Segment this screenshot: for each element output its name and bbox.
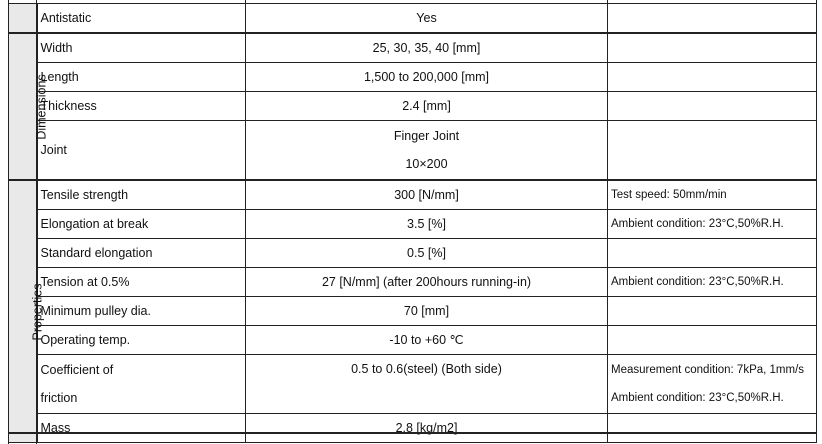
value-tensile-strength: 300 [N/mm] (246, 180, 608, 210)
item-antistatic: Antistatic (37, 4, 246, 34)
table-row (9, 121, 817, 181)
note-thickness (608, 92, 817, 121)
item-elongation-at-break: Elongation at break (37, 210, 246, 239)
table-row (9, 297, 817, 326)
item-coefficient-of-friction (37, 355, 246, 414)
note-friction-line2: Ambient condition: 23°C,50%R.H. (611, 392, 784, 404)
item-joint: Joint (37, 121, 246, 181)
value-coefficient-of-friction (246, 355, 608, 414)
value-thickness: 2.4 [mm] (246, 92, 608, 121)
group-dimensions (9, 33, 49, 180)
note-width (608, 33, 817, 63)
group-properties (9, 180, 45, 443)
table-row (9, 63, 817, 92)
value-standard-elongation: 0.5 [%] (246, 239, 608, 268)
item-minimum-pulley-dia: Minimum pulley dia. (37, 297, 246, 326)
table-row (9, 180, 817, 210)
specification-table (8, 3, 817, 443)
value-joint-line1: Finger Joint (393, 129, 460, 143)
note-elongation-at-break: Ambient condition: 23°C,50%R.H. (608, 210, 817, 239)
item-mass: Mass (37, 414, 246, 443)
table-row (9, 210, 817, 239)
group-label-dimensions: Dimensions (34, 73, 49, 140)
table-row (9, 239, 817, 268)
item-operating-temp: Operating temp. (37, 326, 246, 355)
note-length (608, 63, 817, 92)
note-joint (608, 121, 817, 181)
value-antistatic: Yes (246, 4, 608, 34)
table-row (9, 355, 817, 414)
table-row (9, 92, 817, 121)
note-operating-temp (608, 326, 817, 355)
group-label-properties: Properties (30, 283, 45, 340)
value-friction-line1: 0.5 to 0.6(steel) (Both side) (351, 362, 502, 376)
table-row (9, 326, 817, 355)
group-cell-blank (9, 4, 37, 34)
table-row (9, 4, 817, 34)
item-friction-line2: friction (40, 391, 78, 405)
note-tensile-strength: Test speed: 50mm/min (608, 180, 817, 210)
item-friction-line1: Coefficient of (40, 363, 114, 377)
item-thickness: Thickness (37, 92, 246, 121)
value-operating-temp: -10 to +60 ℃ (246, 326, 608, 355)
value-width: 25, 30, 35, 40 [mm] (246, 33, 608, 63)
note-friction-line1: Measurement condition: 7kPa, 1mm/s (611, 364, 805, 376)
note-antistatic (608, 4, 817, 34)
value-length: 1,500 to 200,000 [mm] (246, 63, 608, 92)
table-row (9, 268, 817, 297)
item-length: Length (37, 63, 246, 92)
bottom-cut-border (8, 432, 816, 444)
note-tension: Ambient condition: 23°C,50%R.H. (608, 268, 817, 297)
value-joint (246, 121, 608, 181)
value-joint-line2: 10×200 (405, 157, 448, 171)
value-minimum-pulley-dia: 70 [mm] (246, 297, 608, 326)
item-width: Width (37, 33, 246, 63)
item-tensile-strength: Tensile strength (37, 180, 246, 210)
value-tension: 27 [N/mm] (after 200hours running-in) (246, 268, 608, 297)
note-standard-elongation (608, 239, 817, 268)
item-standard-elongation: Standard elongation (37, 239, 246, 268)
note-minimum-pulley-dia (608, 297, 817, 326)
item-tension: Tension at 0.5% (37, 268, 246, 297)
value-elongation-at-break: 3.5 [%] (246, 210, 608, 239)
table-row (9, 33, 817, 63)
note-coefficient-of-friction (608, 355, 817, 414)
value-mass: 2.8 [kg/m2] (246, 414, 608, 443)
